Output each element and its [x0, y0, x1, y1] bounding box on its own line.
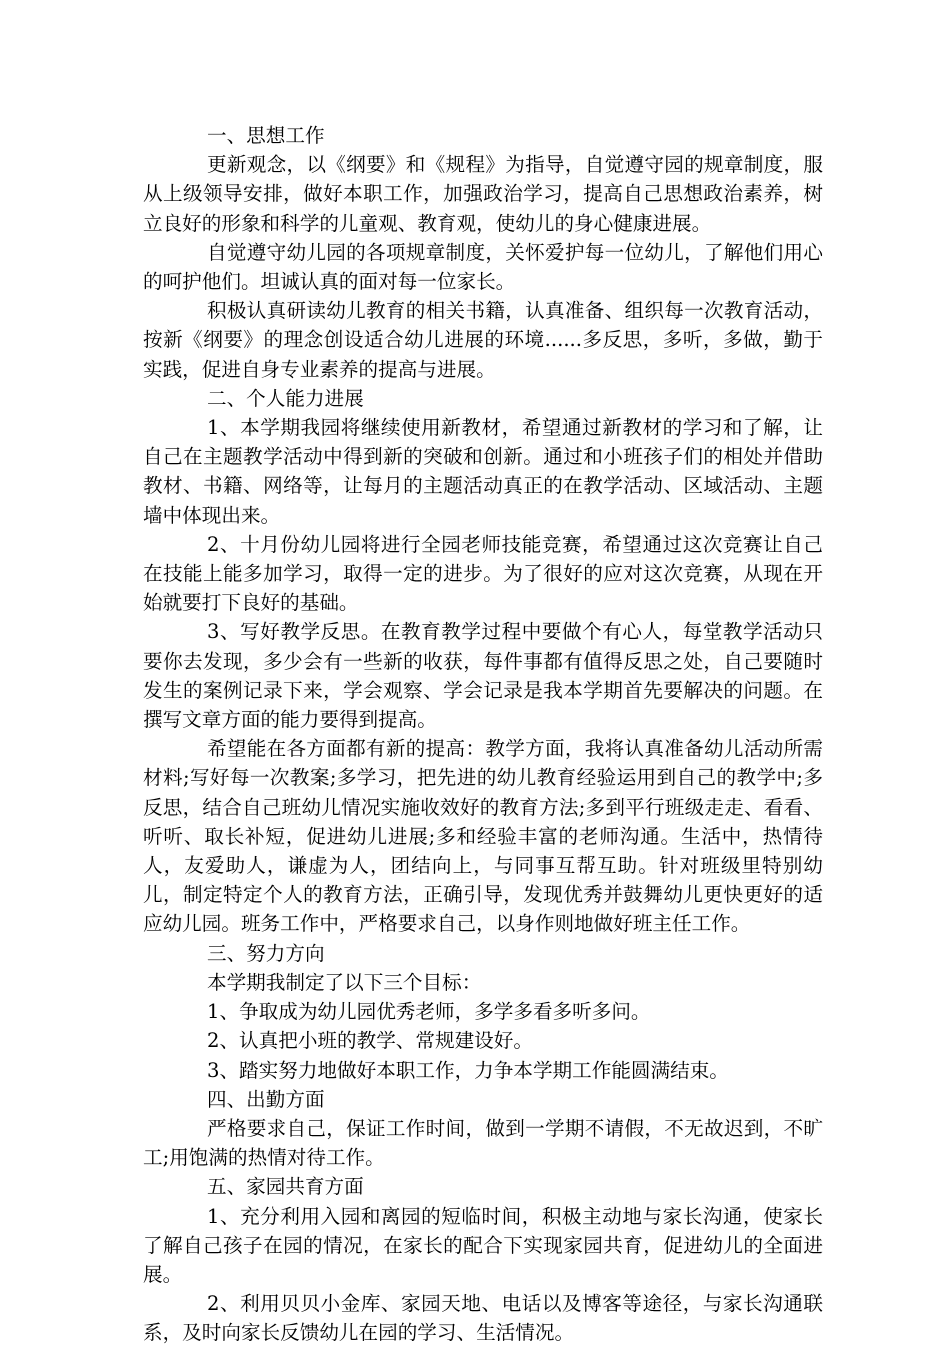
paragraph-ability-3: 3、写好教学反思。在教育教学过程中要做个有心人，每堂教学活动只要你去发现，多少会有一些新的收获，每件事都有值得反思之处，自己要随时发生的案例记录下来，学会观察、学会记录是我本学期首先要解决的问题。在撰写文章方面的能力要得到提高。	[143, 620, 823, 732]
section-heading-direction: 三、努力方向	[207, 941, 325, 965]
paragraph-home-school-2: 2、利用贝贝小金库、家园天地、电话以及博客等途径，与家长沟通联系，及时向家长反馈幼儿在园的学习、生活情况。	[143, 1292, 823, 1345]
paragraph-ability-1: 1、本学期我园将继续使用新教材，希望通过新教材的学习和了解，让自己在主题教学活动中得到新的突破和创新。通过和小班孩子们的相处并借助教材、书籍、网络等，让每月的主题活动真正的在教学活动、区域活动、主题墙中体现出来。	[143, 416, 823, 527]
paragraph-ideology-3: 积极认真研读幼儿教育的相关书籍，认真准备、组织每一次教育活动，按新《纲要》的理念创设适合幼儿进展的环境......多反思，多听，多做，勤于实践，促进自身专业素养的提高与进展。	[143, 299, 823, 381]
section-heading-ideology: 一、思想工作	[207, 124, 325, 147]
section-heading-attendance: 四、出勤方面	[207, 1087, 325, 1111]
paragraph-home-school-1: 1、充分利用入园和离园的短临时间，积极主动地与家长沟通，使家长了解自己孩子在园的情况，在家长的配合下实现家园共育，促进幼儿的全面进展。	[143, 1204, 823, 1286]
paragraph-direction-goal-2: 2、认真把小班的教学、常规建设好。	[207, 1029, 533, 1053]
paragraph-direction-goal-1: 1、争取成为幼儿园优秀老师，多学多看多听多问。	[207, 1000, 651, 1024]
section-heading-home-school: 五、家园共育方面	[207, 1175, 364, 1199]
paragraph-ideology-1: 更新观念，以《纲要》和《规程》为指导，自觉遵守园的规章制度，服从上级领导安排，做好本职工作，加强政治学习，提高自己思想政治素养，树立良好的形象和科学的儿童观、教育观，使幼儿的身心健康进展。	[143, 153, 823, 235]
section-heading-ability: 二、个人能力进展	[207, 386, 364, 410]
paragraph-direction-goal-3: 3、踏实努力地做好本职工作，力争本学期工作能圆满结束。	[207, 1058, 729, 1082]
paragraph-ideology-2: 自觉遵守幼儿园的各项规章制度，关怀爱护每一位幼儿，了解他们用心的呵护他们。坦诚认真的面对每一位家长。	[143, 240, 823, 294]
paragraph-ability-2: 2、十月份幼儿园将进行全园老师技能竞赛，希望通过这次竞赛让自己在技能上能多加学习，取得一定的进步。为了很好的应对这次竞赛，从现在开始就要打下良好的基础。	[143, 532, 823, 615]
paragraph-direction-intro: 本学期我制定了以下三个目标：	[207, 970, 482, 994]
paragraph-attendance: 严格要求自己，保证工作时间，做到一学期不请假，不无故迟到，不旷工;用饱满的热情对待工作。	[143, 1116, 823, 1170]
paragraph-ability-4: 希望能在各方面都有新的提高：教学方面，我将认真准备幼儿活动所需材料;写好每一次教案;多学习，把先进的幼儿教育经验运用到自己的教学中;多反思，结合自己班幼儿情况实施收效好的教育方法;多到平行班级走走、看看、听听、取长补短，促进幼儿进展;多和经验丰富的老师沟通。生活中，热情待人，友爱助人，谦虚为人，团结向上，与同事互帮互助。针对班级里特别幼儿，制定特定个人的教育方法，正确引导，发现优秀并鼓舞幼儿更快更好的适应幼儿园。班务工作中，严格要求自己，以身作则地做好班主任工作。	[143, 737, 823, 936]
document-page	[143, 121, 823, 1348]
